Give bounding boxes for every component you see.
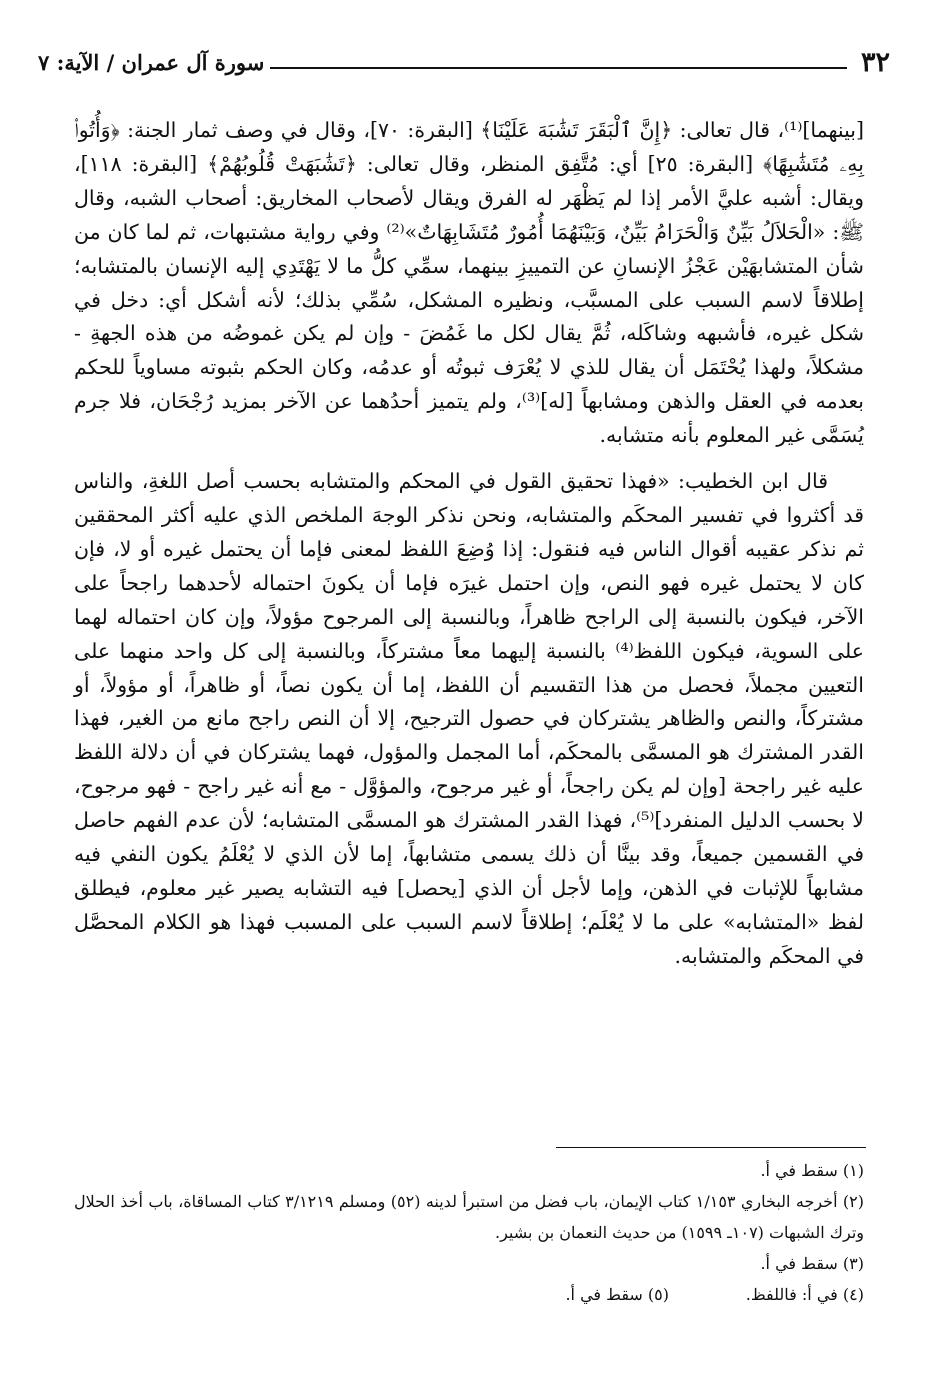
footnote-separator [556, 1147, 866, 1148]
paragraph-2: قال ابن الخطيب: «فهذا تحقيق القول في المحكم والمتشابه بحسب أصل اللغةِ، والناس قد أكثروا في تفسير المحكَم والمتشابه، ونحن نذكر الوجهَ الملخص الذي عليه أكثر المحققين ثم نذكر عقيبه أقوال الناس فيه فنقول: إذا وُضِعَ اللفظ لمعنى فإما أن يحتمل غيره أو لا، فإن كان لا يحتمل غيره فهو النص، وإن احتمل غيرَه فإما أن يكونَ احتماله لأحدهما راجحاً على الآخر، فيكون بالنسبة إلى الراجح ظاهراً، وبالنسبة إلى المرجوح مؤولاً، وإن كان احتماله لهما على السوية، فيكون اللفظ⁽⁴⁾ بالنسبة إليهما معاً مشتركاً، وبالنسبة إلى كل واحد منهما على التعيين مجملاً، فحصل من هذا التقسيم أن اللفظ، إما أن يكون نصاً، أو ظاهراً، أو مؤولاً، أو مشتركاً، والنص والظاهر يشتركان في حصول الترجيح، إلا أن النص راجح مانع من الغير، فهذا القدر المشترك هو المسمَّى بالمحكَم، أما المجمل والمؤول، فهما يشتركان في أن دلالة اللفظ عليه غير راجحة [وإن لم يكن راجحاً، أو غير مرجوح، والمؤوَّل - مع أنه غير راجح - فهو مرجوح، لا بحسب الدليل المنفرد]⁽⁵⁾، فهذا القدر المشترك هو المسمَّى المتشابه؛ لأن عدم الفهم حاصل في القسمين جميعاً، وقد بينَّا أن ذلك يسمى متشابهاً، إما لأن الذي لا يُعْلَمُ يكون النفي فيه مشابهاً للإثبات في الذهن، وإما لأجل أن الذي [يحصل] فيه التشابه يصير غير معلوم، فيطلق لفظ «المتشابه» على ما لا يُعْلَم؛ إطلاقاً لاسم السبب على المسبب فهذا هو الكلام المحصَّل في المحكَم والمتشابه. [74, 469, 864, 968]
page-number: ٣٢ [860, 46, 890, 78]
footnote-4: (٤) في أ: فاللفظ. [745, 1285, 864, 1304]
header-rule [270, 67, 847, 69]
running-title: سورة آل عمران / الآية: ٧ [38, 49, 265, 75]
main-text [74, 114, 864, 974]
footnote-row [74, 1279, 864, 1310]
paragraph-1: [بينهما]⁽¹⁾، قال تعالى: ﴿إِنَّ ٱلْبَقَرَ تَشَٰبَهَ عَلَيْنَا﴾ [البقرة: ٧٠]، وقال في وصف ثمار الجنة: ﴿وَأُتُوا۟ بِهِۦ مُتَشَٰبِهًا﴾ [البقرة: ٢٥] أي: مُتَّفِق المنظر، وقال تعالى: ﴿تَشَٰبَهَتْ قُلُوبُهُمْ﴾ [البقرة: ١١٨]، ويقال: أشبه عليَّ الأمر إذا لم يَظْهَر له الفرق ويقال لأصحاب المخاريق: أصحاب الشبه، وقال ﷺ: «الْحَلاَلُ بَيِّنٌ وَالْحَرَامُ بَيِّنٌ، وَبَيْنَهُمَا أُمُورٌ مُتَشَابِهَاتٌ»⁽²⁾ وفي رواية مشتبهات، ثم لما كان من شأن المتشابهَيْن عَجْزُ الإنسانِ عن التمييزِ بينهما، سمِّي كلُّ ما لا يَهْتَدِي إليه الإنسان بالمتشابه؛ إطلاقاً لاسم السبب على المسبَّب، ونظيره المشكل، سُمِّي بذلك؛ لأنه أشكل أي: دخل في شكل غيره، فأشبهه وشاكَله، ثُمَّ يقال لكل ما غَمُضَ - وإن لم يكن غموضُه من هذه الجهةِ - مشكلاً، ولهذا يُحْتَمَل أن يقال للذي لا يُعْرَف ثبوتُه أو عدمُه، وكان الحكم بثبوته مساوياً للحكم بعدمه في العقل والذهن ومشابهاً [له]⁽³⁾، ولم يتميز أحدُهما عن الآخر بمزيد رُجْحَان، فلا جرم يُسَمَّى غير المعلوم بأنه متشابه. [74, 118, 864, 448]
footnote-3: (٣) سقط في أ. [760, 1254, 864, 1273]
page-header [38, 44, 890, 80]
footnote-5: (٥) سقط في أ. [565, 1285, 669, 1304]
footnote-2: (٢) أخرجه البخاري ١/١٥٣ كتاب الإيمان، باب فضل من استبرأ لدينه (٥٢) ومسلم ٣/١٢١٩ كتاب المساقاة، باب أخذ الحلال وترك الشبهات (١٠٧ـ ١٥٩٩) من حديث النعمان بن بشير. [74, 1192, 865, 1242]
footnotes [74, 1155, 864, 1310]
footnote-1: (١) سقط في أ. [760, 1161, 864, 1180]
